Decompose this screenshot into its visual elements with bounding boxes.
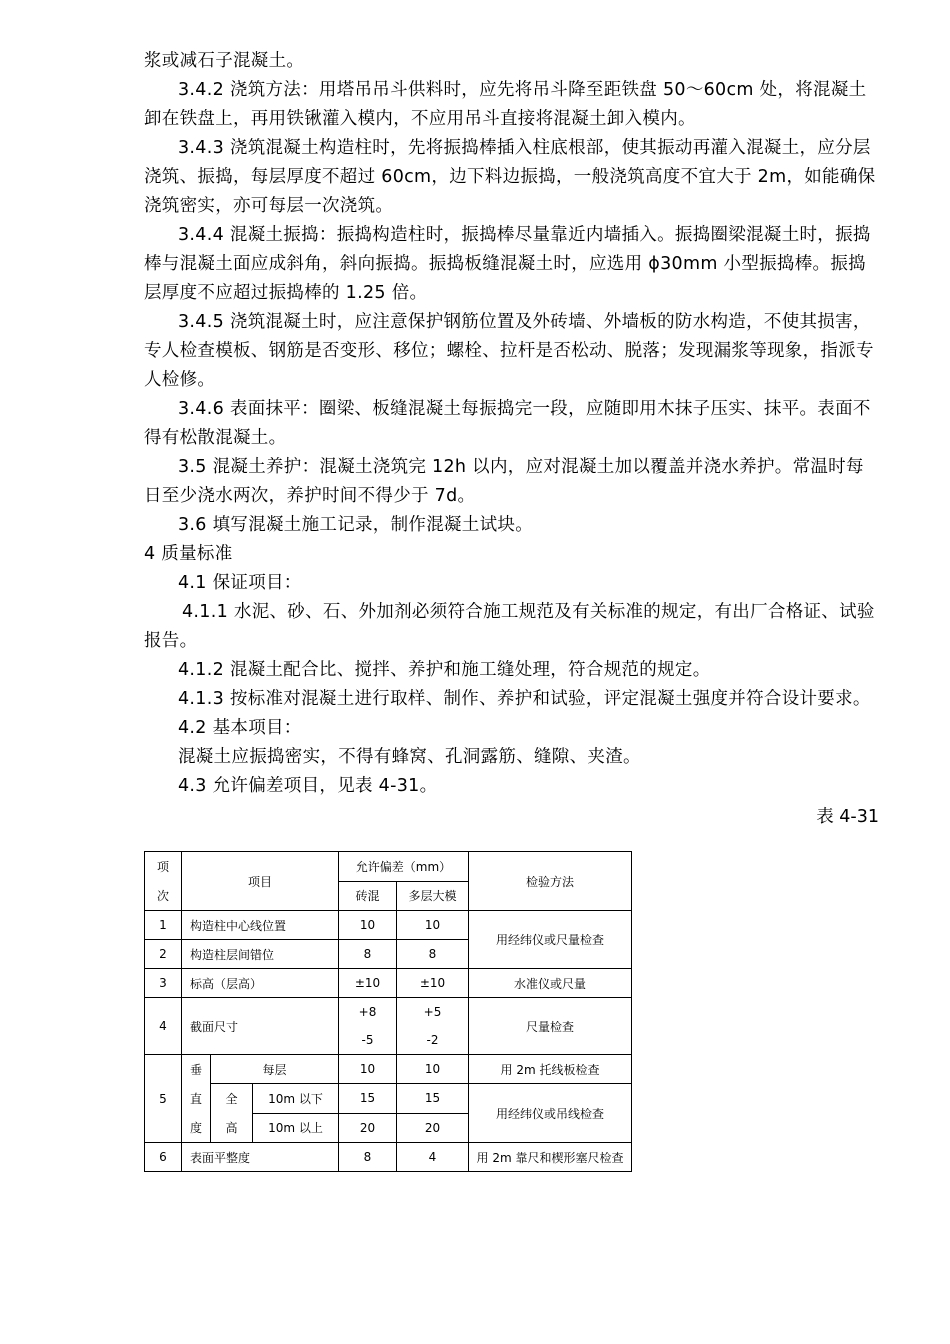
- row-item: 构造柱中心线位置: [182, 911, 339, 940]
- row-method: 尺量检查: [469, 998, 632, 1055]
- verticality-char: 垂: [189, 1063, 202, 1078]
- full-height-char: 高: [225, 1121, 238, 1135]
- header-method: 检验方法: [469, 852, 632, 911]
- paragraph: 3.6 填写混凝土施工记录，制作混凝土试块。: [178, 515, 533, 535]
- paragraph: 4.1.3 按标准对混凝土进行取样、制作、养护和试验，评定混凝土强度并符合设计要求。: [178, 689, 871, 709]
- paragraph: 混凝土应振捣密实，不得有蜂窝、孔洞露筋、缝隙、夹渣。: [178, 747, 641, 767]
- header-multi: 多层大模: [397, 881, 469, 911]
- row-brick: 8: [339, 940, 397, 969]
- above-10m-label: 10m 以上: [253, 1113, 339, 1143]
- paragraph: 浆或减石子混凝土。: [144, 51, 305, 71]
- row-brick: 15: [339, 1084, 397, 1114]
- tolerance-table: [144, 851, 632, 1172]
- verticality-char: 直: [189, 1091, 202, 1106]
- per-floor-label: 每层: [211, 1055, 339, 1084]
- row-multi: 8: [397, 940, 469, 969]
- paragraph: 3.4.4 混凝土振捣：振捣构造柱时，振捣棒尽量靠近内墙插入。振捣圈梁混凝土时，振捣棒与混凝土面应成斜角，斜向振捣。振捣板缝混凝土时，应选用 ϕ30mm 小型振捣棒。振捣层厚度不应超过振捣棒的 1.25 倍。: [144, 225, 871, 303]
- row-brick: 8: [339, 1143, 397, 1172]
- row-method: 用经纬仪或吊线检查: [469, 1084, 632, 1143]
- table-row: [145, 1143, 632, 1172]
- verticality-char: 度: [189, 1120, 202, 1135]
- row-multi: ±10: [397, 969, 469, 998]
- row-brick: 10: [339, 1055, 397, 1084]
- paragraph: 4.3 允许偏差项目，见表 4-31。: [178, 776, 438, 796]
- section-heading: 4 质量标准: [144, 544, 233, 564]
- header-seq: [145, 852, 182, 911]
- row-brick: ±10: [339, 969, 397, 998]
- row-method: 用 2m 靠尺和楔形塞尺检查: [469, 1143, 632, 1172]
- table-row: [145, 998, 632, 1055]
- document-body: [144, 47, 879, 832]
- paragraph: 4.1.2 混凝土配合比、搅拌、养护和施工缝处理，符合规范的规定。: [178, 660, 711, 680]
- paragraph: 4.1 保证项目：: [178, 573, 302, 593]
- row-item: 截面尺寸: [182, 998, 339, 1055]
- row-item: 标高（层高）: [182, 969, 339, 998]
- paragraph: 3.4.2 浇筑方法：用塔吊吊斗供料时，应先将吊斗降至距铁盘 50～60cm 处，将混凝土卸在铁盘上，再用铁锹灌入模内，不应用吊斗直接将混凝土卸入模内。: [144, 80, 867, 129]
- row-item: 构造柱层间错位: [182, 940, 339, 969]
- paragraph: 3.5 混凝土养护：混凝土浇筑完 12h 以内，应对混凝土加以覆盖并浇水养护。常温时每日至少浇水两次，养护时间不得少于 7d。: [144, 457, 864, 506]
- table-row: [145, 911, 632, 940]
- multi-minus: -2: [426, 1033, 439, 1047]
- row-multi: [397, 998, 469, 1055]
- row-brick: [339, 998, 397, 1055]
- verticality-label: [182, 1055, 211, 1143]
- row-multi: 15: [397, 1084, 469, 1114]
- row-brick: 10: [339, 911, 397, 940]
- header-item: 项目: [182, 852, 339, 911]
- row-no: 6: [145, 1143, 182, 1172]
- row-no: 4: [145, 998, 182, 1055]
- brick-minus: -5: [361, 1033, 374, 1047]
- row-method: 用 2m 托线板检查: [469, 1055, 632, 1084]
- paragraph: 3.4.5 浇筑混凝土时，应注意保护钢筋位置及外砖墙、外墙板的防水构造，不使其损害，专人检查模板、钢筋是否变形、移位；螺栓、拉杆是否松动、脱落；发现漏浆等现象，指派专人检修。: [144, 312, 874, 390]
- paragraph: 3.4.3 浇筑混凝土构造柱时，先将振捣棒插入柱底根部，使其振动再灌入混凝土，应分层浇筑、振捣，每层厚度不超过 60cm，边下料边振捣，一般浇筑高度不宜大于 2m，如能确保浇筑密实，亦可每层一次浇筑。: [144, 138, 876, 216]
- full-height-char: 全: [225, 1092, 238, 1106]
- row-no: 1: [145, 911, 182, 940]
- row-multi: 20: [397, 1113, 469, 1143]
- header-seq-bottom: 次: [156, 889, 169, 903]
- table-row: [145, 1055, 632, 1084]
- row-no: 5: [145, 1055, 182, 1143]
- table-row: [145, 1084, 632, 1114]
- multi-plus: +5: [423, 1005, 442, 1019]
- paragraph: 3.4.6 表面抹平：圈梁、板缝混凝土每振捣完一段，应随即用木抹子压实、抹平。表面不得有松散混凝土。: [144, 399, 871, 448]
- row-no: 3: [145, 969, 182, 998]
- table-row: [145, 969, 632, 998]
- full-height-label: [211, 1084, 253, 1143]
- row-multi: 10: [397, 1055, 469, 1084]
- paragraph: 4.2 基本项目：: [178, 718, 302, 738]
- brick-plus: +8: [358, 1005, 377, 1019]
- row-item: 表面平整度: [182, 1143, 339, 1172]
- row-method: 用经纬仪或尺量检查: [469, 911, 632, 969]
- header-tolerance: 允许偏差（mm）: [339, 852, 469, 882]
- paragraph: 4.1.1 水泥、砂、石、外加剂必须符合施工规范及有关标准的规定，有出厂合格证、试验报告。: [144, 602, 875, 651]
- row-no: 2: [145, 940, 182, 969]
- table-caption: 表 4-31: [816, 807, 879, 827]
- row-multi: 10: [397, 911, 469, 940]
- row-method: 水准仪或尺量: [469, 969, 632, 998]
- header-seq-top: 项: [156, 860, 169, 874]
- row-brick: 20: [339, 1113, 397, 1143]
- header-brick: 砖混: [339, 881, 397, 911]
- row-multi: 4: [397, 1143, 469, 1172]
- below-10m-label: 10m 以下: [253, 1084, 339, 1114]
